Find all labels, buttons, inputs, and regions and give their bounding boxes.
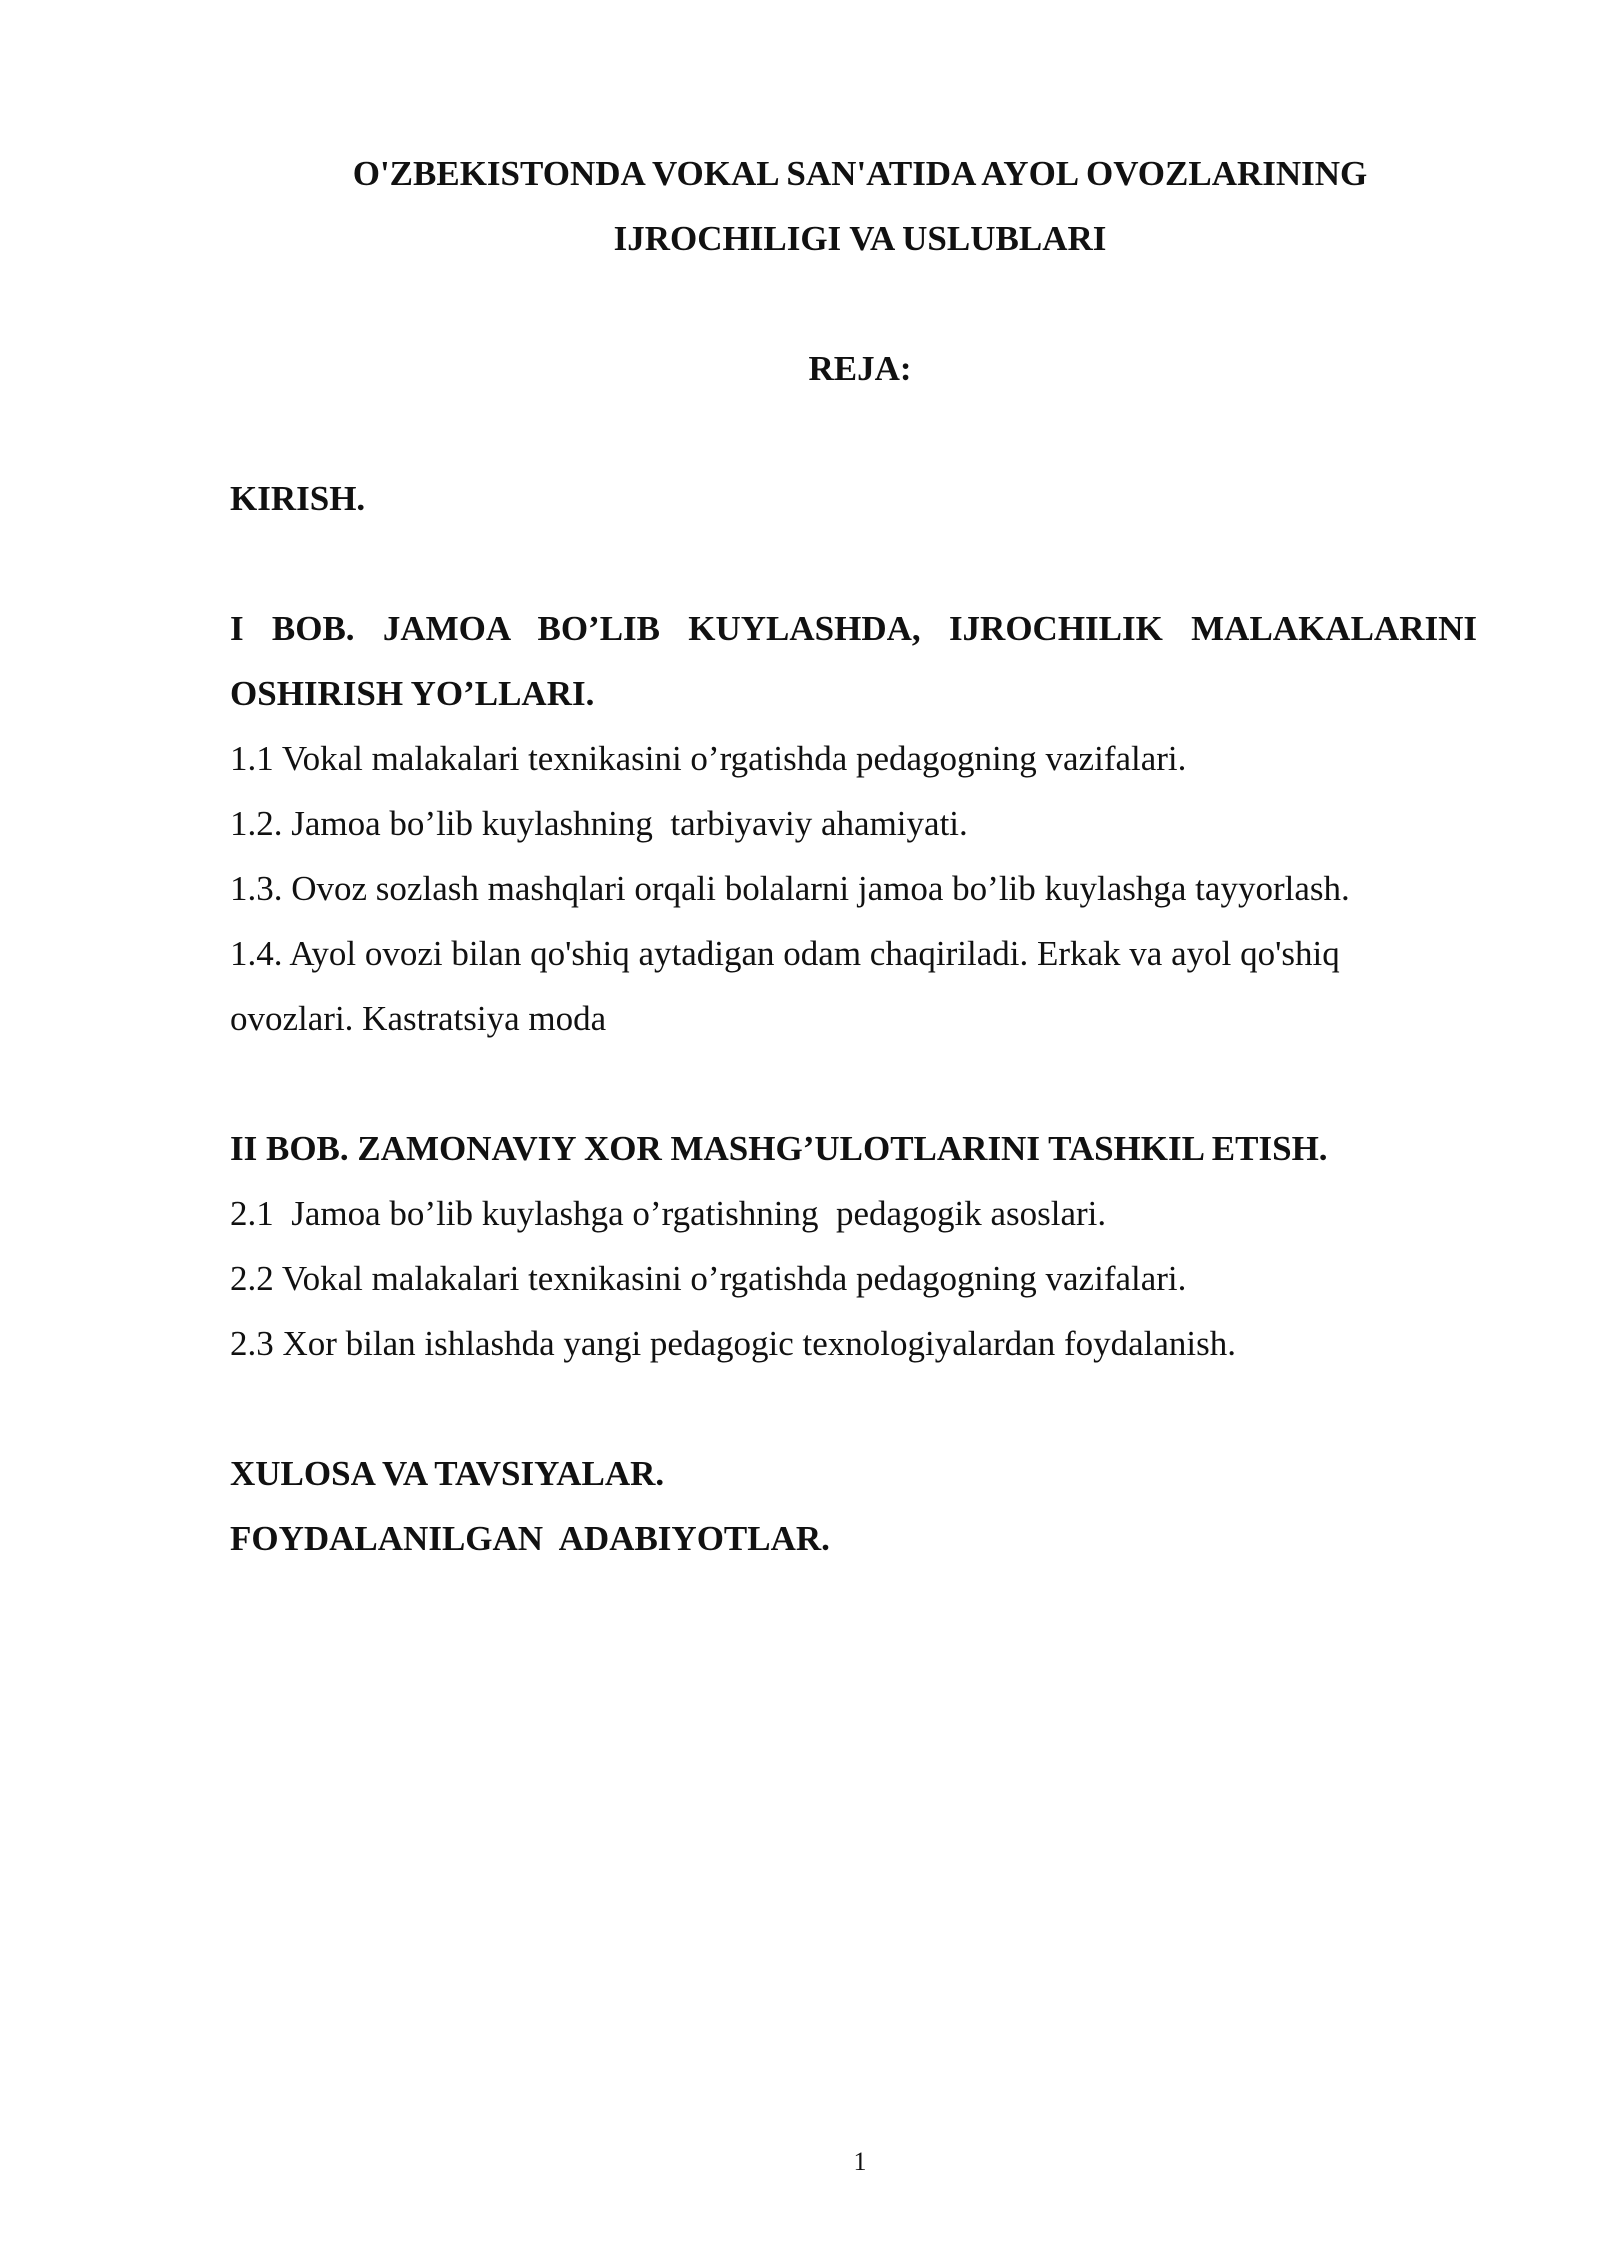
chapter-1-item: 1.3. Ovoz sozlash mashqlari orqali bolalarni jamoa bo’lib kuylashga tayyorlash.: [230, 869, 1350, 908]
chapter-2-heading: II BOB. ZAMONAVIY XOR MASHG’ULOTLARINI TASHKIL ETISH.: [230, 1129, 1328, 1168]
conclusion-heading: XULOSA VA TAVSIYALAR.: [230, 1454, 665, 1493]
references-heading: FOYDALANILGAN ADABIYOTLAR.: [230, 1519, 830, 1558]
chapter-1-item: 1.2. Jamoa bo’lib kuylashning tarbiyaviy ahamiyati.: [230, 804, 968, 843]
chapter-2-item: 2.3 Xor bilan ishlashda yangi pedagogic texnologiyalardan foydalanish.: [230, 1324, 1236, 1363]
intro-heading: KIRISH.: [230, 479, 366, 518]
chapter-1-heading-line-2: OSHIRISH YO’LLARI.: [230, 674, 595, 713]
chapter-2-item: 2.1 Jamoa bo’lib kuylashga o’rgatishning pedagogik asoslari.: [230, 1194, 1107, 1233]
page-number: 1: [853, 2147, 867, 2176]
plan-heading: REJA:: [808, 349, 912, 388]
document-title-line-2: IJROCHILIGI VA USLUBLARI: [613, 219, 1107, 258]
document-title-line-1: O'ZBEKISTONDA VOKAL SAN'ATIDA AYOL OVOZLARINING: [352, 154, 1368, 193]
chapter-1-heading-line-1: I BOB. JAMOA BO’LIB KUYLASHDA, IJROCHILIK MALAKALARINI: [230, 609, 1477, 648]
chapter-1-item-continuation: ovozlari. Kastratsiya moda: [230, 999, 607, 1038]
chapter-2-item: 2.2 Vokal malakalari texnikasini o’rgatishda pedagogning vazifalari.: [230, 1259, 1187, 1298]
chapter-1-item: 1.4. Ayol ovozi bilan qo'shiq aytadigan odam chaqiriladi. Erkak va ayol qo'shiq: [230, 934, 1340, 973]
chapter-1-item: 1.1 Vokal malakalari texnikasini o’rgatishda pedagogning vazifalari.: [230, 739, 1187, 778]
